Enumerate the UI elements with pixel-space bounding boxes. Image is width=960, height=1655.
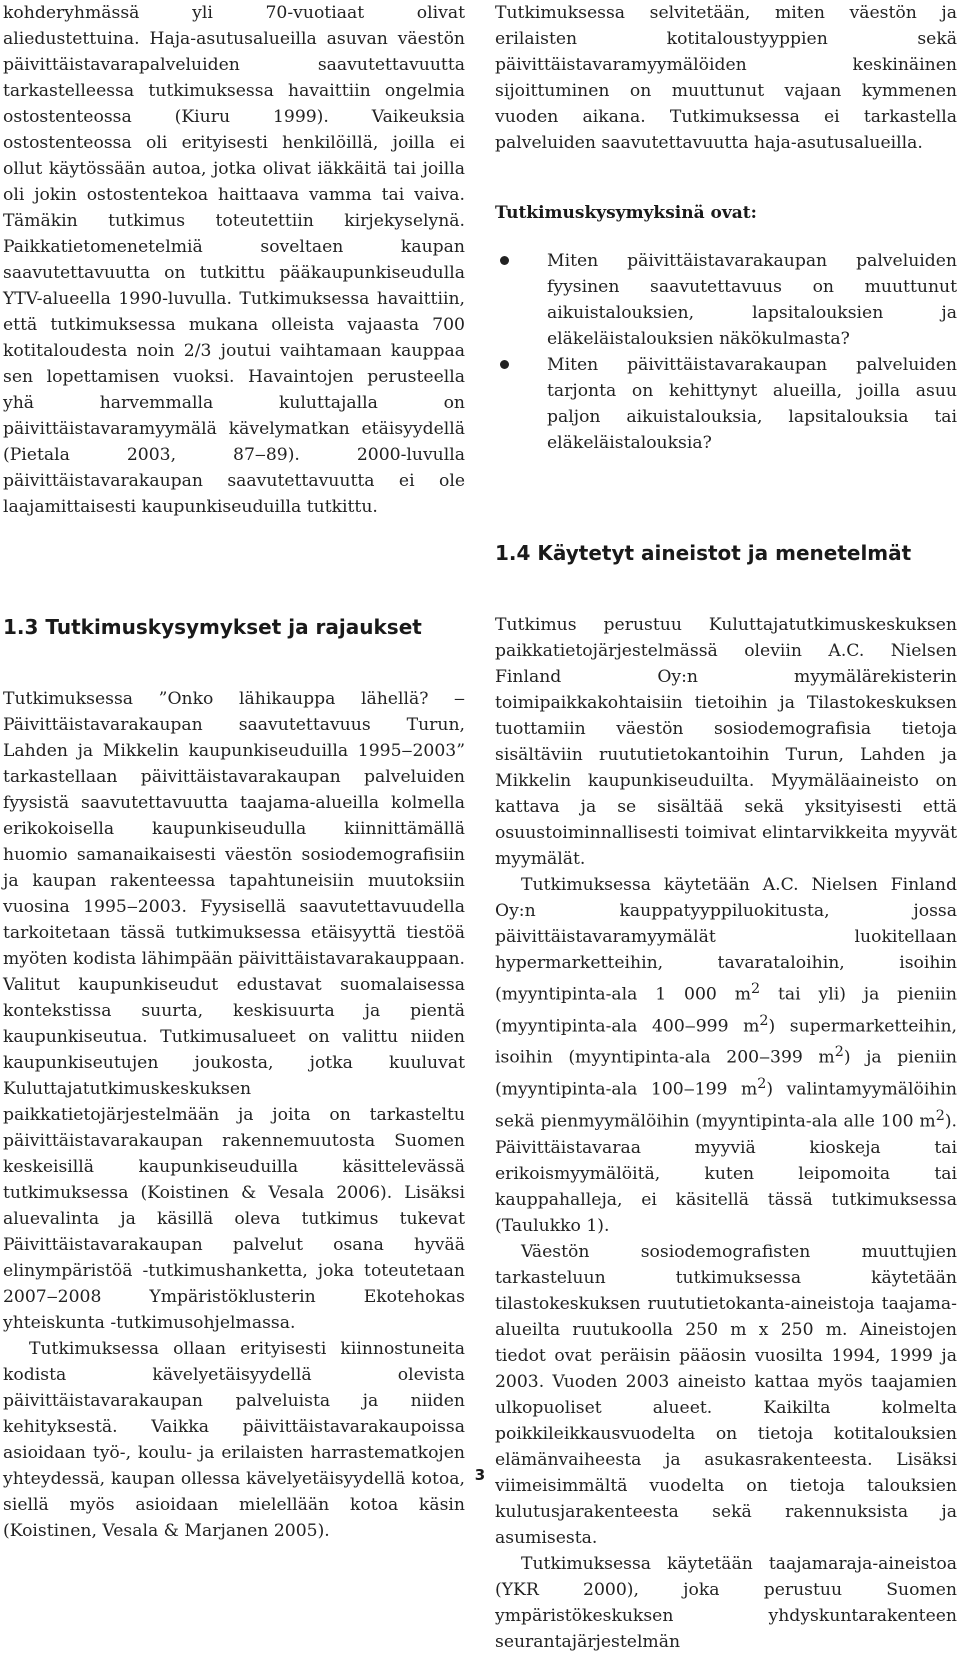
section-1-4-paragraph-3: Väestön sosiodemografisten muuttujien tarkasteluun tutkimuksessa käytetään tilastokeskuksen ruututietokanta-aineistoja taajama-alueilta ruutukoolla 250 m x 250 m. Aineistojen tiedot ovat peräisin pääosin vuosilta 1994, 1999 ja 2003. Vuoden 2003 aineisto kattaa myös taajamien ulkopuoliset alueet. Kaikilta kolmelta poikkileikkausvuodelta on tietoja kotitalouksien elämänvaiheesta ja asukasrakenteesta. Lisäksi viimeisimmältä vuodelta on tietoja talouksien kulutusjarakenteesta sekä rakennuksista ja asumisesta. (495, 1241, 957, 1548)
question-item (495, 352, 957, 456)
questions-list (495, 248, 957, 456)
bullet-icon (500, 256, 509, 265)
section-1-4-paragraph-4: Tutkimuksessa käytetään taajamaraja-aineistoa (YKR 2000), joka perustuu Suomen ympäristökeskuksen yhdyskuntarakenteen seurantajärjestelmän (495, 1553, 957, 1652)
section-heading-1-3: 1.3 Tutkimuskysymykset ja rajaukset (3, 615, 422, 639)
section-1-4-paragraph-1: Tutkimus perustuu Kuluttajatutkimuskeskuksen paikkatietojärjestelmässä oleviin A.C. Nielsen Finland Oy:n myymälärekisterin toimipaikkakohtaisiin tietoihin ja Tilastokeskuksen tuottamiin väestön sosiodemografisia tietoja sisältäviin ruututietokantoihin Turun, Lahden ja Mikkelin kaupunkiseuduilta. Myymäläaineisto on kattava ja se sisältää sekä yksityisesti että osuustoiminnallisesti toimivat elintarvikkeita myyvät myymälät. (495, 615, 957, 869)
left-intro-paragraph: kohderyhmässä yli 70-vuotiaat olivat aliedustettuina. Haja-asutusalueilla asuvan väestön päivittäistavarapalveluiden saavutettavuutta tarkastelleessa tutkimuksessa havaittiin ongelmia ostostenteossa (Kiuru 1999). Vaikeuksia ostostenteossa oli erityisesti henkilöillä, joilla ei ollut käytössään autoa, jotka olivat iäkkäitä tai joilla oli jokin ostostentekoa haittaava vamma tai vaiva. Tämäkin tutkimus toteutettiin kirjekyselynä. Paikkatietomenetelmiä soveltaen kaupan saavutettavuutta on tutkittu pääkaupunkiseudulla YTV-alueella 1990-luvulla. Tutkimuksessa havaittiin, että tutkimuksessa mukana olleista vajaasta 700 kotitaloudesta noin 2/3 joutui vaihtamaan kauppaa sen lopettamisen vuoksi. Havaintojen perusteella yhä harvemmalla kuluttajalla on päivittäistavaramyymälä kävelymatkan etäisyydellä (Pietala 2003, 87‒89). 2000-luvulla päivittäistavarakaupan saavutettavuutta ei ole laajamittaisesti kaupunkiseuduilla tutkittu. (3, 3, 465, 517)
section-heading-1-4: 1.4 Käytetyt aineistot ja menetelmät (495, 541, 912, 565)
section-1-3-paragraph-2: Tutkimuksessa ollaan erityisesti kiinnostuneita kodista kävelyetäisyydellä olevista päivittäistavarakaupan palveluista ja niiden kehityksestä. Vaikka päivittäistavarakaupoissa asioidaan työ-, koulu- ja erilaisten harrastematkojen yhteydessä, kaupan ollessa kävelyetäisyydellä kotoa, siellä myös asioidaan mielellään kotoa käsin (Koistinen, Vesala & Marjanen 2005). (3, 1339, 465, 1541)
question-text: Miten päivittäistavarakaupan palveluiden fyysinen saavutettavuus on muuttunut aikuistalouksien, lapsitalouksien ja eläkeläistalouksien näkökulmasta? (547, 251, 957, 349)
right-column (495, 0, 957, 1655)
section-1-3-paragraph-1: Tutkimuksessa ”Onko lähikauppa lähellä? ‒ Päivittäistavarakaupan saavutettavuus Turun, Lahden ja Mikkelin kaupunkiseuduilla 1995‒2003” tarkastellaan päivittäistavarakaupan palveluiden fyysistä saavutettavuutta taajama-alueilla kolmella erikokoisella kaupunkiseudulla kiinnittämällä huomio samanaikaisesti väestön sosiodemografisiin ja kaupan rakenteessa tapahtuneisiin muutoksiin vuosina 1995‒2003. Fyysisellä saavutettavuudella tarkoitetaan tässä tutkimuksessa etäisyyttä tiestöä myöten kodista lähimpään päivittäistavarakauppaan. Valitut kaupunkiseudut edustavat suomalaisessa kontekstissa suurta, keskisuurta ja pientä kaupunkiseutua. Tutkimusalueet on valittu niiden kaupunkiseutujen joukosta, jotka kuuluvat Kuluttajatutkimuskeskuksen paikkatietojärjestelmään ja joita on tarkasteltu päivittäistavarakaupan rakennemuutosta Suomen keskeisillä kaupunkiseuduilla käsittelevässä tutkimuksessa (Koistinen & Vesala 2006). Lisäksi aluevalinta ja käsillä oleva tutkimus tukevat Päivittäistavarakaupan palvelut osana hyvää elinympäristöä -tutkimushanketta, joka toteutetaan 2007‒2008 Ympäristöklusterin Ekotehokas yhteiskunta -tutkimusohjelmassa. (3, 689, 465, 1333)
left-column (3, 0, 465, 1544)
question-text: Miten päivittäistavarakaupan palveluiden tarjonta on kehittynyt alueilla, joilla asuu paljon aikuistalouksia, lapsitalouksia tai eläkeläistalouksia? (547, 355, 957, 453)
questions-heading: Tutkimuskysymyksinä ovat: (495, 203, 757, 223)
section-1-4-paragraph-2: Tutkimuksessa käytetään A.C. Nielsen Finland Oy:n kauppatyyppiluokitusta, jossa päivittäistavaramyymälät luokitellaan hypermarketteihin, tavarataloihin, isoihin (myyntipinta-ala 1 000 $m^2$ tai yli) ja pieniin (myyntipinta-ala 400‒999 $m^2$) supermarketteihin, isoihin (myyntipinta-ala 200‒399 $m^2$) ja pieniin (myyntipinta-ala 100‒199 $m^2$) valintamyymälöihin sekä pienmyymälöihin (myyntipinta-ala alle 100 $m^2$). Päivittäistavaraa myyviä kioskeja tai erikoismyymälöitä, kuten leipomoita tai kauppahalleja, ei käsitellä tässä tutkimuksessa (Taulukko 1). (495, 875, 958, 1236)
question-item (495, 248, 957, 352)
bullet-icon (500, 360, 509, 369)
page-number: 3 (474, 1466, 486, 1484)
right-intro-paragraph: Tutkimuksessa selvitetään, miten väestön ja erilaisten kotitaloustyyppien sekä päivittäistavaramyymälöiden keskinäinen sijoittuminen on muuttunut vajaan kymmenen vuoden aikana. Tutkimuksessa ei tarkastella palveluiden saavutettavuutta haja-asutusalueilla. (495, 3, 957, 153)
